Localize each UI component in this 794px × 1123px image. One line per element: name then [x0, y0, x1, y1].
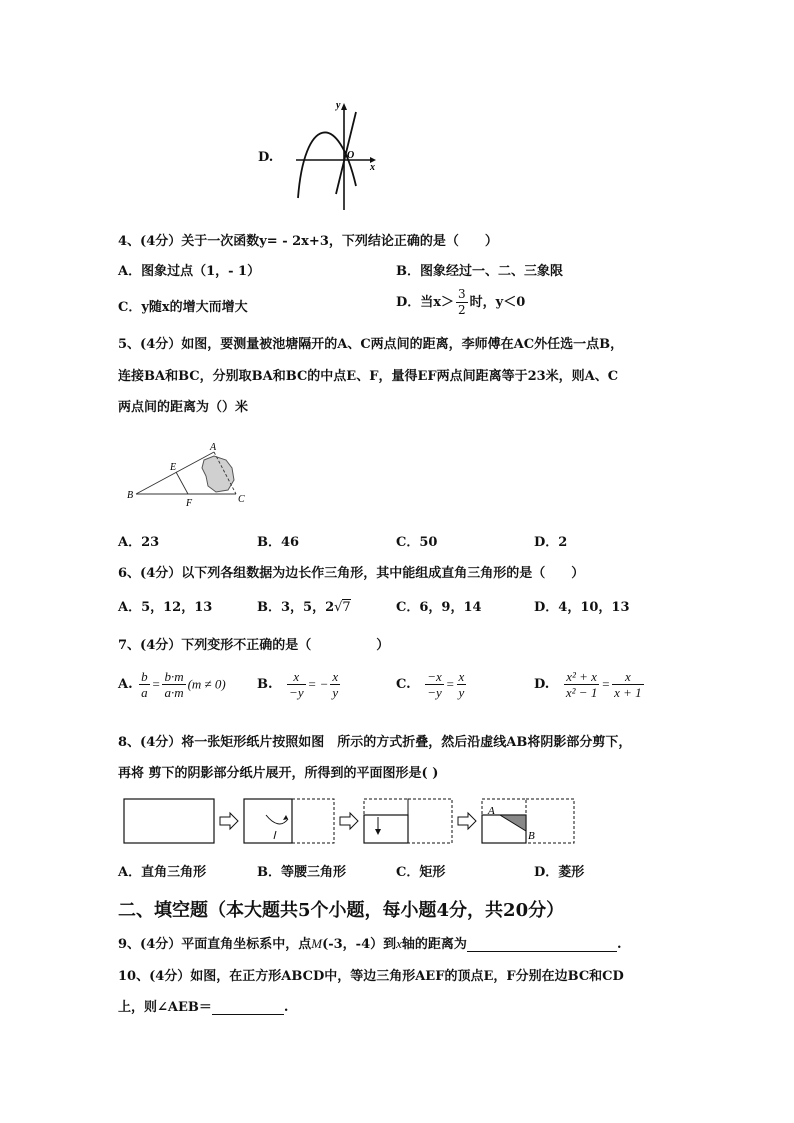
q5-line1: 5、(4分）如图，要测量被池塘隔开的A、C两点间的距离，李师傅在AC外任选一点B，: [118, 337, 624, 352]
q6-radicand: 7: [342, 600, 351, 615]
q7-a-num2: b·m: [164, 669, 184, 684]
q7-c-num2: x: [458, 669, 465, 684]
q7-a-num1: b: [141, 669, 148, 684]
q7-b-sign: = −: [307, 676, 329, 692]
q7-a-label: A.: [118, 677, 133, 692]
fold-step1-rect: [124, 799, 214, 843]
q8-option-c: C．矩形: [396, 865, 446, 880]
q7-option-b: [257, 669, 342, 700]
segment-ef: [176, 472, 188, 494]
point-b-label: B: [127, 490, 134, 501]
q8-option-b: B．等腰三角形: [257, 865, 346, 880]
point-a-label: A: [210, 442, 217, 453]
q5-option-a: A．23: [118, 535, 160, 550]
q6-stem: 6、(4分）以下列各组数据为边长作三角形，其中能组成直角三角形的是（ ）: [118, 566, 585, 581]
graph-y-label: y: [336, 100, 341, 111]
graph-x-label: x: [370, 162, 375, 173]
point-e-label: E: [170, 462, 177, 473]
fold-step3-dashed-top: [364, 799, 408, 815]
fold-step3-solid: [364, 815, 408, 843]
q9-mid: (-3，-4）到: [322, 937, 397, 952]
q7-option-a: A. $\frac{b}{a}$ = $\frac{b\cdot m}{a\cdot m}$ (m ≠ 0): [118, 669, 226, 700]
q7-b-den2: y: [332, 685, 339, 700]
q7-c-num1: −x: [427, 669, 442, 684]
q3-option-d-label: D.: [258, 150, 274, 165]
q7-d-num2: x: [612, 669, 644, 685]
q7-d-den1: x² − 1: [565, 685, 598, 700]
section2-heading: 二、填空题（本大题共5个小题，每小题4分，共20分）: [118, 900, 565, 921]
q5-line2: 连接BA和BC，分别取BA和BC的中点E、F，量得EF两点间距离等于23米，则A、C: [118, 369, 619, 384]
sqrt-sign: √: [334, 600, 343, 615]
q4-frac-num: 3: [458, 287, 466, 301]
q10-answer-blank[interactable]: [212, 1000, 284, 1015]
fold-point-a-label: A: [488, 805, 495, 817]
graph-y-arrow: [341, 103, 347, 110]
q4-option-d-post: 时，y＜0: [469, 295, 526, 310]
fold-step2-solid: [244, 799, 292, 843]
q9-point-m: M: [311, 936, 323, 951]
q4-frac-den: 2: [458, 303, 466, 317]
q7-b-num1: x: [287, 669, 306, 685]
q4-option-d: [396, 287, 525, 318]
q7-option-c: C. $\frac{-x}{-y}$ = $\frac{x}{y}$: [396, 669, 465, 700]
q5-line3: 两点间的距离为（）米: [118, 400, 249, 415]
fold-arrow-2: [340, 813, 358, 829]
point-f-label: F: [186, 498, 193, 509]
q7-a-condition: (m ≠ 0): [187, 676, 226, 692]
q7-d-label: D.: [534, 677, 550, 692]
fold-arrow-3: [458, 813, 476, 829]
q7-b-num2: x: [332, 669, 339, 684]
q7-c-den2: y: [458, 685, 465, 700]
q4-option-b: B．图象经过一、二、三象限: [396, 264, 563, 279]
q7-a-den2: a·m: [164, 685, 184, 700]
q6-option-d: D．4，10，13: [534, 600, 630, 615]
fold-arrow-1: [220, 813, 238, 829]
q4-option-a: A．图象过点（1，- 1）: [118, 264, 261, 279]
q4-option-d-pre: D．当x＞: [396, 295, 455, 310]
q9-text: [118, 933, 621, 952]
fold-point-b-label: B: [528, 830, 535, 842]
q8-line2: 再将 剪下的阴影部分纸片展开，所得到的平面图形是( ): [118, 766, 439, 781]
q10-line1: 10、(4分）如图，在正方形ABCD中，等边三角形AEF的顶点E，F分别在边BC和CD: [118, 969, 624, 984]
q4-option-c: C．y随x的增大而增大: [118, 300, 248, 315]
q8-option-a: A．直角三角形: [118, 865, 207, 880]
q6-option-b-text: B．3，5，2: [257, 600, 335, 615]
q7-b-den1: −y: [289, 685, 304, 700]
q9-pre: 9、(4分）平面直角坐标系中，点: [118, 937, 312, 952]
q8-line1: 8、(4分）将一张矩形纸片按照如图 所示的方式折叠，然后沿虚线AB将阴影部分剪下，: [118, 735, 632, 750]
point-c-label: C: [238, 494, 245, 505]
pond-shape: [202, 456, 234, 492]
q7-stem: 7、(4分）下列变形不正确的是（ ）: [118, 638, 390, 653]
q5-figure: [124, 438, 254, 510]
q7-b-label: B.: [257, 677, 273, 692]
q10-end: .: [283, 1000, 289, 1015]
q4-stem: 4、(4分）关于一次函数y= - 2x+3，下列结论正确的是（ ）: [118, 234, 498, 249]
fold-step3-dashed-right: [408, 799, 452, 843]
graph-parabola: [298, 132, 356, 198]
q7-c-den1: −y: [427, 685, 442, 700]
q10-line2: [118, 996, 288, 1015]
q9-answer-blank[interactable]: [467, 937, 617, 952]
fold-step4-shaded: [500, 815, 526, 831]
q6-option-a: A．5，12，13: [118, 600, 213, 615]
q7-d-den2: x + 1: [614, 685, 642, 700]
q10-line2-text: 上，则∠AEB＝: [118, 1000, 212, 1015]
q8-option-d: D．菱形: [534, 865, 585, 880]
q7-d-num1: x² + x: [564, 669, 599, 685]
q5-option-d: D．2: [534, 535, 568, 550]
graph-origin-label: O: [347, 150, 355, 161]
q5-option-c: C．50: [396, 535, 438, 550]
q6-option-b: [257, 596, 351, 615]
q5-option-b: B．46: [257, 535, 300, 550]
q7-c-label: C.: [396, 677, 411, 692]
q9-x-var: x: [396, 936, 402, 951]
q9-end: .: [616, 937, 622, 952]
q9-post: 轴的距离为: [401, 937, 467, 952]
q3-option-d-graph: [290, 98, 380, 216]
q6-option-c: C．6，9，14: [396, 600, 482, 615]
q8-folding-figure: [118, 793, 580, 849]
fold-step2-dashed: [292, 799, 334, 843]
segment-ba: [136, 452, 214, 494]
q7-option-d: D. $\frac{\text{x² + x}}{\text{x² − 1}}$ = $\frac{x}{x + 1}$: [534, 669, 642, 700]
q7-a-den1: a: [141, 685, 148, 700]
